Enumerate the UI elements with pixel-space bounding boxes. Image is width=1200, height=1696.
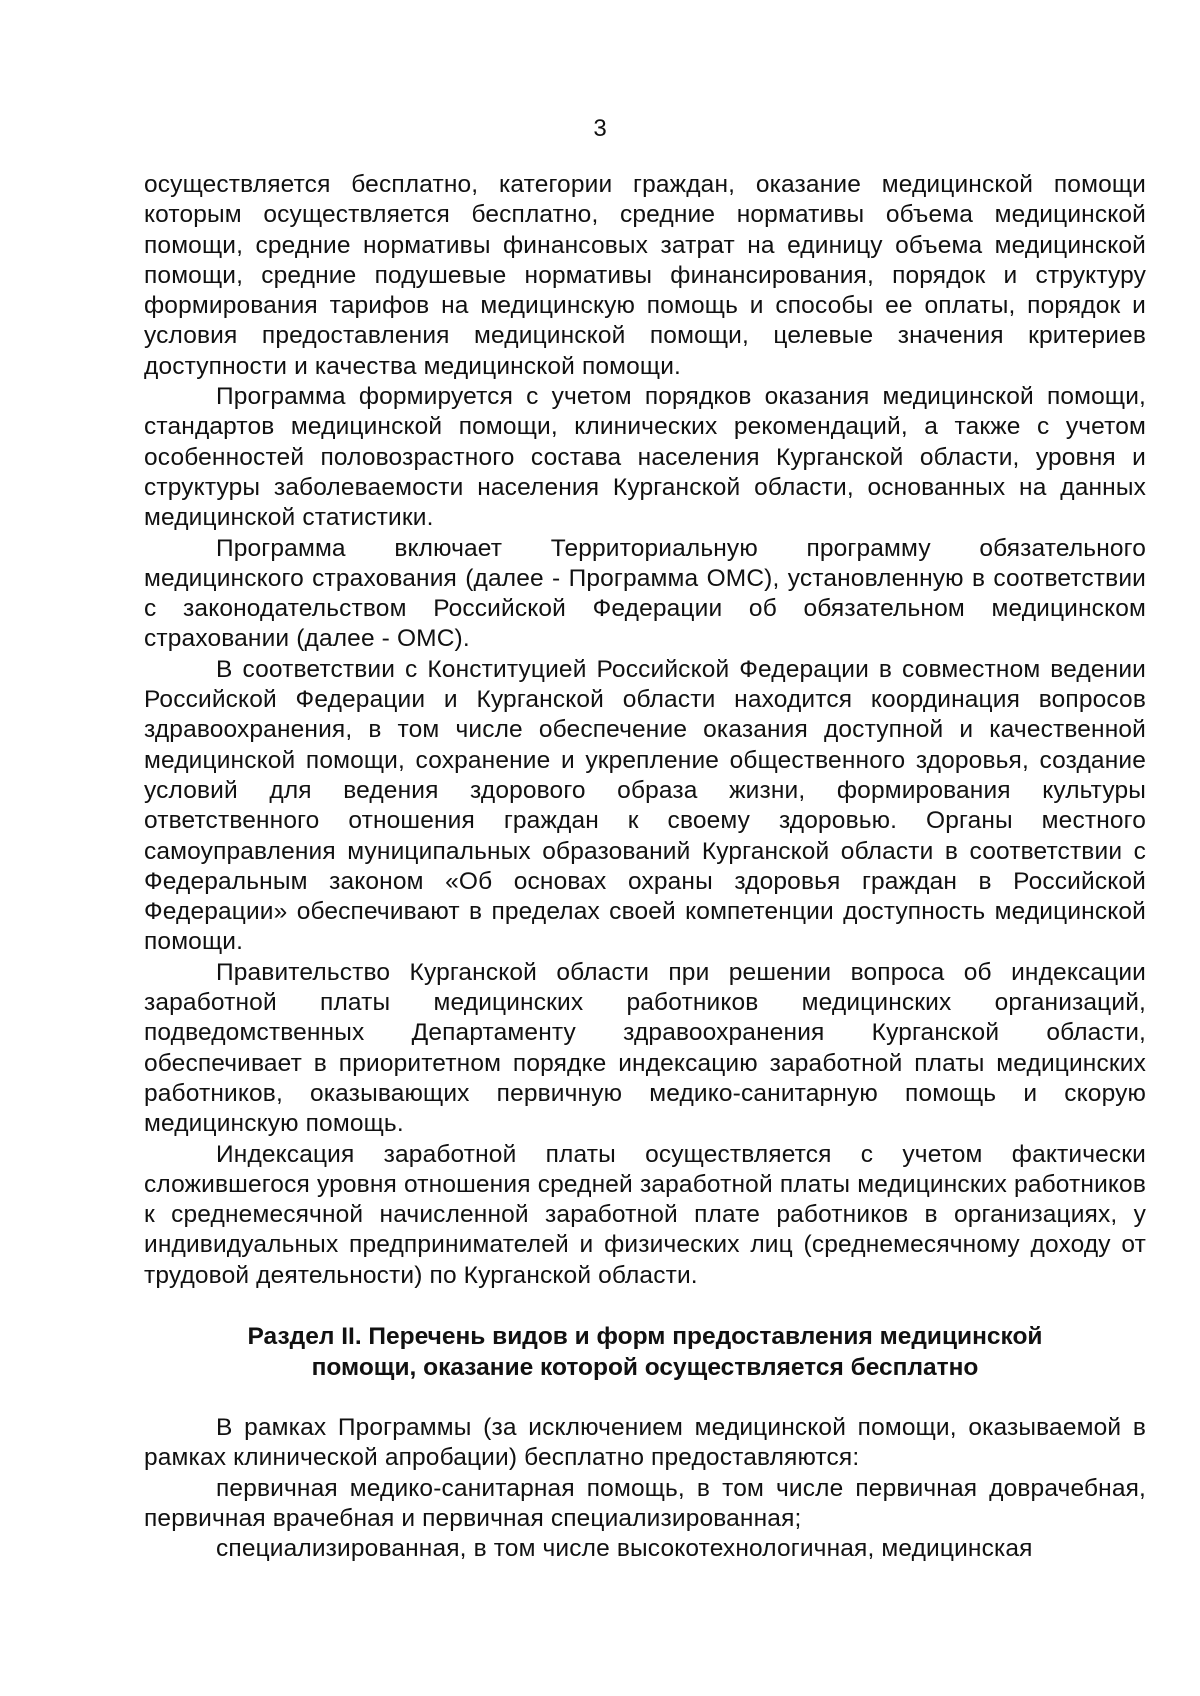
paragraph-indexation-details: Индексация заработной платы осуществляется с учетом фактически сложившегося уровня отношения средней заработной платы медицинских работников к среднемесячной начисленной заработной плате работников в организациях, у индивидуальных предпринимателей и физических лиц (среднемесячному доходу от трудовой деятельности) по Курганской области.: [144, 1140, 1146, 1289]
paragraph-primary-care: первичная медико-санитарная помощь, в том числе первичная доврачебная, первичная врачебная и первичная специализированная;: [144, 1474, 1146, 1532]
section-heading: [144, 1321, 1146, 1383]
paragraph-program-oms: Программа включает Территориальную программу обязательного медицинского страхования (далее - Программа ОМС), установленную в соответствии с законодательством Российской Федерации об обязательном медицинском страховании (далее - ОМС).: [144, 534, 1146, 653]
paragraph-specialized-care: специализированная, в том числе высокотехнологичная, медицинская: [216, 1535, 1033, 1563]
paragraph-constitution: В соответствии с Конституцией Российской Федерации в совместном ведении Российской Федерации и Курганской области находится координация вопросов здравоохранения, в том числе обеспечение оказания доступной и качественной медицинской помощи, сохранение и укрепление общественного здоровья, создание условий для ведения здорового образа жизни, формирования культуры ответственного отношения граждан к своему здоровью. Органы местного самоуправления муниципальных образований Курганской области в соответствии с Федеральным законом «Об основах охраны здоровья граждан в Российской Федерации» обеспечивают в пределах своей компетенции доступность медицинской помощи.: [144, 655, 1146, 956]
section-heading-line-1: Раздел II. Перечень видов и форм предоставления медицинской: [247, 1323, 1043, 1350]
paragraph-salary-indexation: Правительство Курганской области при решении вопроса об индексации заработной платы медицинских работников медицинских организаций, подведомственных Департаменту здравоохранения Курганской области, обеспечивает в приоритетном порядке индексацию заработной платы медицинских работников, оказывающих первичную медико-санитарную помощь и скорую медицинскую помощь.: [144, 958, 1146, 1138]
paragraph-free-care-intro: В рамках Программы (за исключением медицинской помощи, оказываемой в рамках клинической апробации) бесплатно предоставляются:: [144, 1414, 1146, 1472]
paragraph-continuation: осуществляется бесплатно, категории граждан, оказание медицинской помощи которым осуществляется бесплатно, средние нормативы объема медицинской помощи, средние нормативы финансовых затрат на единицу объема медицинской помощи, средние подушевые нормативы финансирования, порядок и структуру формирования тарифов на медицинскую помощь и способы ее оплаты, порядок и условия предоставления медицинской помощи, целевые значения критериев доступности и качества медицинской помощи.: [144, 171, 1146, 380]
paragraph-program-formation: Программа формируется с учетом порядков оказания медицинской помощи, стандартов медицинской помощи, клинических рекомендаций, а также с учетом особенностей половозрастного состава населения Курганской области, уровня и структуры заболеваемости населения Курганской области, основанных на данных медицинской статистики.: [144, 383, 1146, 532]
page-number: 3: [593, 115, 607, 142]
section-heading-line-2: помощи, оказание которой осуществляется бесплатно: [311, 1354, 979, 1381]
section-body-text: [144, 1413, 1146, 1564]
body-text: [144, 170, 1146, 1291]
